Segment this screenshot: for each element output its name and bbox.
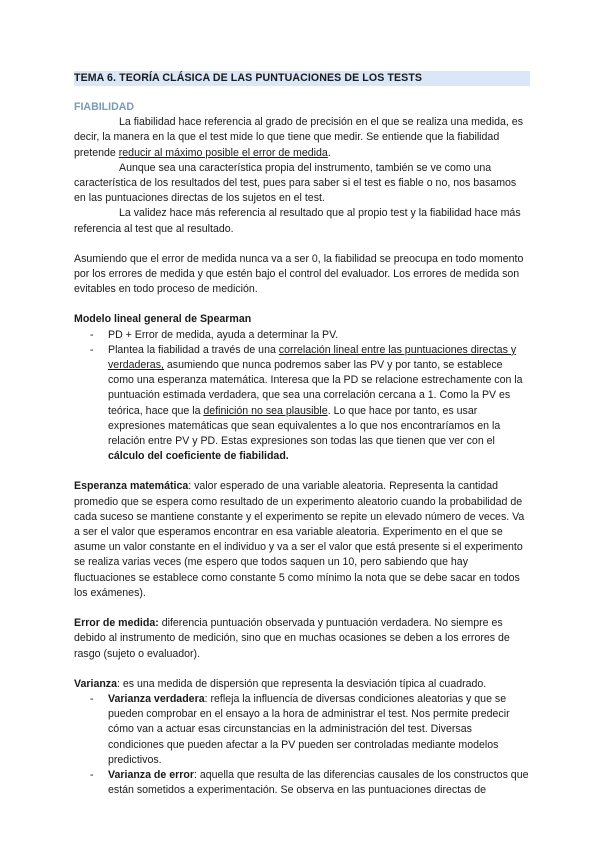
definition-text: : es una medida de dispersión que representa la desviación típica al cuadrado. [117,677,487,690]
definition-text: diferencia puntuación observada y puntuación verdadera. No siempre es debido al instrumento de medición, sino que en muchas ocasiones se deben a los errores de rasgo (sujeto o evaluador). [74,617,510,660]
list-item [74,768,530,798]
varianza-list [74,692,530,798]
dash-bullet: - [90,328,94,341]
section-heading-spearman: Modelo lineal general de Spearman [74,313,252,326]
definition-text: : aquella que resulta de las diferencias causales de los constructos que están sometidos a experimentación. Se observa en las puntuaciones directas de [108,768,529,797]
page-title: TEMA 6. TEORÍA CLÁSICA DE LAS PUNTUACIONES DE LOS TESTS [74,71,530,86]
term-esperanza: Esperanza matemática [74,480,189,493]
text-run: Plantea la fiabilidad a través de una [108,343,279,356]
list-item [74,328,530,343]
paragraph-caracteristica: Aunque sea una característica propia del instrumento, también se ve como una característica de los resultados del test, pues para saber si el test es fiable o no, nos basamos en las puntuaciones directas de los sujetos en el test. [74,161,517,205]
document-body [74,71,530,798]
paragraph-varianza [74,677,530,692]
term-varianza: Varianza [74,677,117,690]
term-varianza-verdadera: Varianza verdadera [108,692,205,705]
list-item [74,692,530,768]
text-run: asumiendo que nunca podremos saber las PV y por tanto, se establece como una esperanza matemática. Interesa que la PD se relacione estrechamente con la puntuación estimada verdadera, que sea una correlación cercana a 1. Como la PV es teórica, hace que la [108,359,523,417]
paragraph-error-medida: Asumiendo que el error de medida nunca va a ser 0, la fiabilidad se preocupa en todo momento por los errores de medida y que estén bajo el control del evaluador. Los errores de medida son evitables en todo proceso de medición. [74,252,524,296]
list-item [74,343,530,465]
text-run: . [327,146,331,159]
section-heading-fiabilidad: FIABILIDAD [74,101,135,114]
spearman-list [74,328,530,465]
dash-bullet: - [90,692,94,705]
list-item-text: PD + Error de medida, ayuda a determinar la PV. [108,328,339,341]
paragraph-esperanza [74,479,530,601]
bold-text: cálculo del coeficiente de fiabilidad. [108,450,289,463]
definition-text: : refleja la influencia de diversas condiciones aleatorias y que se pueden comprobar en el ensayo a la hora de administrar el test. Nos permite predecir cómo van a actuar esas circunstancias en la administración del test. Diversas condiciones que pueden afectar a la PV pueden ser controladas mediante modelos predictivos. [108,692,510,766]
text-run: La fiabilidad hace referencia al grado de precisión en el que se realiza una medida, es decir, la manera en la que el test mide lo que tiene que medir. Se entiende que la fiabilidad pretende [74,116,524,159]
paragraph-validez: La validez hace más referencia al resultado que al propio test y la fiabilidad hace más referencia al test que al resultado. [74,207,521,235]
text-run: . Lo que hace por tanto, es usar expresiones matemáticas que sean equivalentes a lo que nos encontraríamos en la relación entre PV y PD. Estas expresiones son todas las que tienen que ver con el [108,404,501,448]
dash-bullet: - [90,343,94,356]
definition-text: : valor esperado de una variable aleatoria. Representa la cantidad promedio que se espera como resultado de un experimento aleatorio cuando la probabilidad de cada suceso se mantiene constante y el experimento se repite un elevado número de veces. Va a ser el valor que esperamos encontrar en esa variable aleatoria. Experimento en el que se asume un valor constante en el individuo y va a ser el valor que está presente si el experimento se realiza varias veces (me espero que todos saquen un 10, pero sabiendo que hay fluctuaciones se establece como constante 5 como mínimo la nota que se debe sacar en todos los exámenes). [74,480,525,599]
underlined-text: reducir al máximo posible el error de medida [118,146,328,159]
underlined-text: definición no sea plausible [203,404,328,417]
underlined-text: correlación lineal entre las puntuaciones directas y verdaderas, [108,343,517,372]
term-error: Error de medida: [74,617,159,630]
dash-bullet: - [90,768,94,781]
paragraph-error [74,616,530,662]
term-varianza-error: Varianza de error [108,768,194,781]
paragraph-fiabilidad-definition [74,115,530,161]
